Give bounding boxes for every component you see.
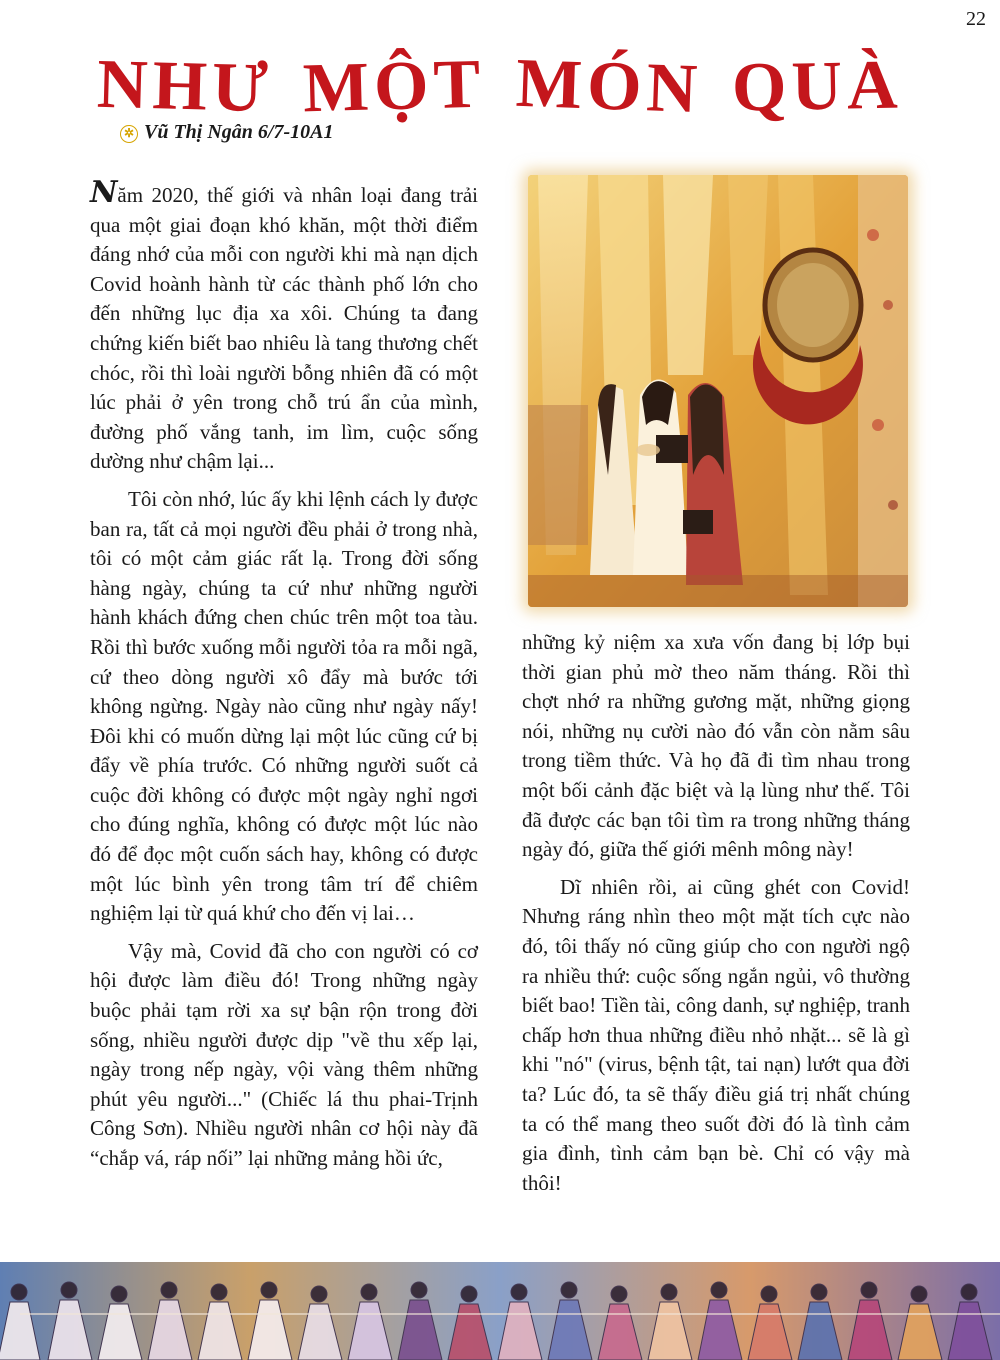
flower-bullet-icon: ✲ bbox=[120, 125, 138, 143]
paragraph-text: ăm 2020, thế giới và nhân loại đang trải qua một giai đoạn khó khăn, một thời điểm đáng nhớ của mỗi con người khi mà nạn dịch Covid hoành hành từ các thành phố lớn cho đến những lục địa xa xôi. Chúng ta đang chứng kiến biết bao nhiêu là tang thương chết chóc, rồi thì loài người bỗng nhiên đã có một lúc phải ở yên trong chỗ trú ẩn của mình, đường phố vắng tanh, im lìm, cuộc sống dường như chậm lại... bbox=[90, 183, 478, 474]
author-name: Vũ Thị Ngân 6/7-10A1 bbox=[144, 121, 334, 143]
dancers-illustration bbox=[0, 1262, 1000, 1360]
title-word: MỘT bbox=[302, 45, 487, 128]
title-word: MÓN bbox=[514, 44, 704, 129]
author-line bbox=[120, 121, 333, 144]
painting-image bbox=[528, 175, 908, 607]
title-word: NHƯ bbox=[95, 45, 274, 128]
paragraph: Dĩ nhiên rồi, ai cũng ghét con Covid! Nhưng ráng nhìn theo một mặt tích cực nào đó, tôi thấy nó cũng giúp cho con người ngộ ra nhiều thứ: cuộc sống ngắn ngủi, vô thường biết bao! Tiền tài, công danh, sự nghiệp, tranh chấp hơn thua những điều nhỏ nhặt... sẽ là gì khi "nó" (virus, bệnh tật, tai nạn) lướt qua đời ta? Lúc đó, ta sẽ thấy điều giá trị nhất chúng ta có thể mang theo suốt đời đó là tình cảm gia đình, tình cảm bạn bè. Chỉ có vậy mà thôi! bbox=[522, 874, 910, 1195]
left-column bbox=[90, 175, 478, 1174]
paragraph: Vậy mà, Covid đã cho con người có cơ hội được làm điều đó! Trong những ngày buộc phải tạm rời xa sự bận rộn trong đời sống, nhiều người được dịp "về thu xếp lại, ngày trong nếp ngày, vội vàng thêm những phút yêu người..." (Chiếc lá thu phai-Trịnh Công Sơn). Nhiều người nhân cơ hội này đã “chắp vá, ráp nối” lại những mảng hồi ức, bbox=[90, 938, 478, 1170]
dancers-banner-image bbox=[0, 1262, 1000, 1360]
paragraph: Tôi còn nhớ, lúc ấy khi lệnh cách ly được ban ra, tất cả mọi người đều phải ở trong nhà, tôi có một cảm giác rất lạ. Trong đời sống hàng ngày, chúng ta cứ như những người hành khách đứng chen chúc trên một toa tàu. Rồi thì bước xuống mỗi người tỏa ra mỗi ngã, cứ theo dòng người xô đẩy mà bước tới không ngừng. Ngày nào cũng như ngày nấy! Đôi khi có muốn dừng lại một lúc cũng cứ bị đẩy về phía trước. Có những người suốt cả cuộc đời không có được một ngày nghỉ ngơi cho đúng nghĩa, không có được một lúc nào đó để đọc một cuốn sách hay, không có được một lúc bình yên trong tâm trí để chiêm nghiệm lại từ quá khứ cho đến vị lai… bbox=[90, 486, 478, 926]
dropcap: N bbox=[90, 175, 118, 210]
right-column bbox=[522, 628, 910, 1198]
painting-illustration bbox=[528, 175, 908, 607]
paragraph bbox=[90, 175, 478, 477]
paragraph: những kỷ niệm xa xưa vốn đang bị lớp bụi thời gian phủ mờ theo năm tháng. Rồi thì chợt nhớ ra những gương mặt, những giọng nói, những nụ cười nào đó vẫn còn nằm sâu trong tiềm thức. Và họ đã đi tìm nhau trong một bối cảnh đặc biệt và lạ lùng như thế. Tôi đã được các bạn tôi tìm ra trong những tháng ngày đó, giữa thế giới mênh mông này! bbox=[522, 630, 910, 862]
page-number: 22 bbox=[966, 8, 986, 30]
title-word: QUÀ bbox=[731, 46, 904, 127]
article-title bbox=[0, 44, 1000, 129]
